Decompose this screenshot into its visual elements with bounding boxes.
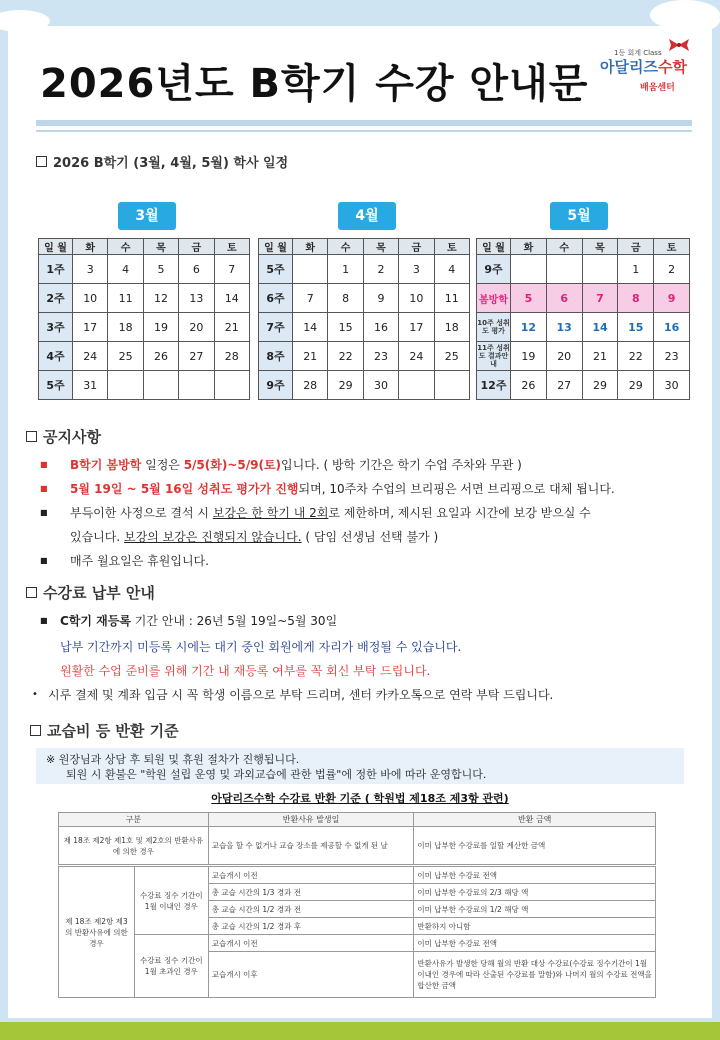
- calendar-day: [179, 371, 214, 400]
- calendar-week-label: 3주: [39, 313, 73, 342]
- calendar-week-row: [39, 313, 250, 342]
- table-cell: 이미 납부한 수강료의 1/2 해당 액: [414, 901, 656, 918]
- calendar-day: 23: [363, 342, 398, 371]
- calendar-week-label: 10주 성취도 평가: [477, 313, 511, 342]
- notice-list: ■ B학기 봄방학 일정은 5/5(화)~5/9(토)입니다. ( 방학 기간은 학기 수업 주차와 무관 ) ■ 5월 19일 ~ 5월 16일 성취도 평가가 진행되며, 10주차 수업의 브리핑은 서면 브리핑으로 대체 됩니다. ■ 부득이한 사정으로 결석 시 보강은 한 학기 내 2회로 제한하며, 제시된 요일과 시간에 보강 받으실 수 있습니다. 보강의 보강은 진행되지 않습니다. ( 담임 선생님 선택 불가 ) ■ 매주 월요일은 휴원입니다.: [40, 458, 615, 568]
- table-cell: 이미 납부한 수강료 전액: [414, 867, 656, 884]
- calendar-day: [399, 371, 434, 400]
- calendar-day: 9: [363, 284, 398, 313]
- calendar-week-label: 11주 성취도 결과안내: [477, 342, 511, 371]
- table-cell: 이미 납부한 수강료의 2/3 해당 액: [414, 884, 656, 901]
- calendar-header-cell: 목: [143, 239, 178, 255]
- refund-table: [58, 812, 656, 865]
- calendar-week-row: [477, 371, 690, 400]
- calendar-week-label: 봄방학: [477, 284, 511, 313]
- table-cell: 제 18조 제2항 제1호 및 제2호의 반환사유에 의한 경우: [59, 827, 209, 865]
- calendar-header-cell: 금: [618, 239, 654, 255]
- table-header: 구분: [59, 813, 209, 827]
- checkbox-bullet-icon: [26, 587, 37, 598]
- calendar-day: 22: [618, 342, 654, 371]
- calendar-day: 21: [214, 313, 249, 342]
- calendar-header-row: [39, 239, 250, 255]
- calendar-day: 20: [546, 342, 582, 371]
- logo-brand: 아달리즈수학: [600, 58, 687, 76]
- calendar-day: 14: [293, 313, 328, 342]
- calendar-day: 14: [582, 313, 618, 342]
- calendar-day: 23: [654, 342, 690, 371]
- calendar-day: 3: [399, 255, 434, 284]
- calendar-week-row: [259, 342, 470, 371]
- calendar-day: 18: [108, 313, 143, 342]
- schedule-heading: 2026 B학기 (3월, 4월, 5월) 학사 일정: [36, 152, 288, 171]
- table-cell: 교습개시 이후: [208, 952, 414, 998]
- calendar-header-cell: 토: [434, 239, 469, 255]
- calendar-day: [293, 255, 328, 284]
- calendar-day: 17: [73, 313, 108, 342]
- calendar-day: 1: [618, 255, 654, 284]
- checkbox-bullet-icon: [36, 156, 47, 167]
- calendar-header-cell: 금: [399, 239, 434, 255]
- calendar-day: 18: [434, 313, 469, 342]
- calendar-day: 10: [73, 284, 108, 313]
- calendar-header-row: [477, 239, 690, 255]
- calendar-day: 11: [108, 284, 143, 313]
- calendar-day: 25: [434, 342, 469, 371]
- calendar-week-row: [259, 284, 470, 313]
- calendar-day: [108, 371, 143, 400]
- calendar-day: 16: [654, 313, 690, 342]
- calendar-day: 20: [179, 313, 214, 342]
- calendar-week-label: 8주: [259, 342, 293, 371]
- calendar-day: 14: [214, 284, 249, 313]
- table-cell: 교습을 할 수 없거나 교습 장소를 제공할 수 없게 된 날: [208, 827, 414, 865]
- calendar-header-cell: 토: [214, 239, 249, 255]
- calendar-week-label: 6주: [259, 284, 293, 313]
- table-cell: 교습개시 이전: [208, 935, 414, 952]
- payment-request: 원활한 수업 준비를 위해 기간 내 재등록 여부를 꼭 회신 부탁 드립니다.: [60, 664, 431, 678]
- calendar-week-label: 4주: [39, 342, 73, 371]
- refund-note-line: 퇴원 시 환불은 "학원 설립 운영 및 과외교습에 관한 법률"에 정한 바에 따라 운영합니다.: [66, 768, 487, 781]
- table-cell: 총 교습 시간의 1/2 경과 후: [208, 918, 414, 935]
- calendar-day: 6: [179, 255, 214, 284]
- calendar-day: 3: [73, 255, 108, 284]
- calendar-day: 4: [108, 255, 143, 284]
- calendar-header-cell: 화: [73, 239, 108, 255]
- calendar-header-cell: 수: [328, 239, 363, 255]
- calendar-header-cell: 화: [293, 239, 328, 255]
- calendar-april: [258, 238, 470, 400]
- title-divider: [36, 120, 692, 126]
- month-badge-march: 3월: [118, 202, 176, 230]
- calendar-day: 10: [399, 284, 434, 313]
- calendar-week-row: [39, 342, 250, 371]
- calendar-week-row: [477, 284, 690, 313]
- month-badge-april: 4월: [338, 202, 396, 230]
- calendar-header-cell: 목: [363, 239, 398, 255]
- table-cell: 반환사유가 발생한 당해 월의 반환 대상 수강료(수강료 징수기간이 1월 이내인 경우에 따라 산출된 수강료를 말함)와 나머지 월의 수강료 전액을 합산한 금액: [414, 952, 656, 998]
- calendar-day: 22: [328, 342, 363, 371]
- calendar-day: 19: [511, 342, 547, 371]
- calendar-week-label: 5주: [259, 255, 293, 284]
- checkbox-bullet-icon: [30, 725, 41, 736]
- calendar-header-cell: 금: [179, 239, 214, 255]
- calendar-day: 7: [214, 255, 249, 284]
- calendar-header-cell: 화: [511, 239, 547, 255]
- refund-heading: 교습비 등 반환 기준: [30, 720, 179, 741]
- calendar-day: [434, 371, 469, 400]
- payment-list: ■ C학기 재등록 기간 안내 : 26년 5월 19일~5월 30일 납부 기간까지 미등록 시에는 대기 중인 회원에게 자리가 배정될 수 있습니다. 원활한 수업 준비를 위해 기간 내 재등록 여부를 꼭 회신 부탁 드립니다. • 시루 결제 및 계좌 입금 시 꼭 학생 이름으로 부탁 드리며, 센터 카카오톡으로 연락 부탁 드립니다.: [32, 614, 554, 702]
- calendar-header-cell: 목: [582, 239, 618, 255]
- calendar-header-cell: 토: [654, 239, 690, 255]
- calendar-week-label: 7주: [259, 313, 293, 342]
- payment-period: C학기 재등록 기간 안내 : 26년 5월 19일~5월 30일: [60, 614, 338, 628]
- calendar-header-cell: 일 월: [259, 239, 293, 255]
- calendar-day: 2: [654, 255, 690, 284]
- calendar-day: 24: [399, 342, 434, 371]
- title-divider-thin: [36, 130, 692, 132]
- calendar-day: 5: [143, 255, 178, 284]
- calendar-week-row: [477, 255, 690, 284]
- calendar-day: 12: [143, 284, 178, 313]
- calendar-week-label: 1주: [39, 255, 73, 284]
- calendar-may: [476, 238, 690, 400]
- calendar-day: 17: [399, 313, 434, 342]
- calendar-week-label: 5주: [39, 371, 73, 400]
- calendar-header-cell: 수: [108, 239, 143, 255]
- calendar-header-row: [259, 239, 470, 255]
- payment-warning: 납부 기간까지 미등록 시에는 대기 중인 회원에게 자리가 배정될 수 있습니다.: [60, 640, 462, 654]
- calendar-week-row: [259, 371, 470, 400]
- calendar-week-label: 9주: [477, 255, 511, 284]
- calendar-week-label: 12주: [477, 371, 511, 400]
- calendar-day: 31: [73, 371, 108, 400]
- calendar-header-cell: 일 월: [39, 239, 73, 255]
- table-header: 반환사유 발생일: [208, 813, 414, 827]
- calendar-week-label: 9주: [259, 371, 293, 400]
- calendar-day: 6: [546, 284, 582, 313]
- refund-note: [36, 748, 684, 784]
- calendar-week-row: [39, 284, 250, 313]
- calendar-day: 28: [293, 371, 328, 400]
- calendar-day: [582, 255, 618, 284]
- table-cell: 수강료 징수 기간이 1월 초과인 경우: [134, 935, 208, 998]
- table-cell: 총 교습 시간의 1/3 경과 전: [208, 884, 414, 901]
- calendar-day: 26: [143, 342, 178, 371]
- calendar-day: [511, 255, 547, 284]
- calendar-header-cell: 일 월: [477, 239, 511, 255]
- table-cell: 이미 납부한 수강료를 일할 계산한 금액: [414, 827, 656, 865]
- calendar-day: 21: [293, 342, 328, 371]
- calendar-day: [143, 371, 178, 400]
- notice-heading: 공지사항: [26, 426, 101, 447]
- calendar-day: 5: [511, 284, 547, 313]
- table-cell: 총 교습 시간의 1/2 경과 전: [208, 901, 414, 918]
- logo: [590, 38, 700, 120]
- calendar-week-row: [477, 342, 690, 371]
- refund-table-title: 아담리즈수학 수강료 반환 기준 ( 학원법 제18조 제3항 관련): [211, 792, 509, 805]
- table-row: [59, 827, 656, 865]
- calendar-week-row: [259, 313, 470, 342]
- table-cell: 이미 납부한 수강료 전액: [414, 935, 656, 952]
- month-badge-may: 5월: [550, 202, 608, 230]
- calendar-day: 7: [582, 284, 618, 313]
- calendar-day: 4: [434, 255, 469, 284]
- calendar-day: 13: [179, 284, 214, 313]
- calendar-day: 29: [618, 371, 654, 400]
- table-cell: 교습개시 이전: [208, 867, 414, 884]
- calendar-march: [38, 238, 250, 400]
- table-row: [59, 935, 656, 952]
- table-header-row: [59, 813, 656, 827]
- calendar-header-cell: 수: [546, 239, 582, 255]
- calendar-day: 27: [179, 342, 214, 371]
- calendar-day: 26: [511, 371, 547, 400]
- calendar-day: [546, 255, 582, 284]
- logo-tagline: 1등 회계 Class: [614, 49, 662, 57]
- calendar-day: 9: [654, 284, 690, 313]
- calendar-day: 16: [363, 313, 398, 342]
- calendar-day: 29: [328, 371, 363, 400]
- checkbox-bullet-icon: [26, 431, 37, 442]
- calendar-day: 15: [328, 313, 363, 342]
- calendar-day: 1: [328, 255, 363, 284]
- table-cell: 반환하지 아니함: [414, 918, 656, 935]
- bottom-strip: [0, 1018, 720, 1040]
- refund-note-line: ※ 원장님과 상담 후 퇴원 및 휴원 절차가 진행됩니다.: [46, 753, 300, 766]
- table-cell: 제 18조 제2항 제3의 반환사유에 의한 경우: [59, 867, 135, 998]
- calendar-day: 25: [108, 342, 143, 371]
- calendar-day: [214, 371, 249, 400]
- calendar-day: 12: [511, 313, 547, 342]
- refund-table-detail: [58, 866, 656, 998]
- calendar-day: 11: [434, 284, 469, 313]
- calendar-day: 7: [293, 284, 328, 313]
- calendar-week-row: [39, 255, 250, 284]
- calendar-day: 28: [214, 342, 249, 371]
- calendar-week-label: 2주: [39, 284, 73, 313]
- calendar-week-row: [39, 371, 250, 400]
- table-row: [59, 867, 656, 884]
- ribbon-icon: [668, 38, 690, 52]
- calendar-day: 8: [328, 284, 363, 313]
- calendar-day: 2: [363, 255, 398, 284]
- page-title: 2026년도 B학기 수강 안내문: [40, 61, 589, 107]
- table-header: 반환 금액: [414, 813, 656, 827]
- payment-heading: 수강료 납부 안내: [26, 582, 155, 603]
- calendar-day: 30: [654, 371, 690, 400]
- logo-center: 배움센터: [640, 83, 675, 93]
- calendar-day: 13: [546, 313, 582, 342]
- calendar-week-row: [259, 255, 470, 284]
- calendar-day: 15: [618, 313, 654, 342]
- calendar-day: 19: [143, 313, 178, 342]
- calendar-day: 27: [546, 371, 582, 400]
- calendar-day: 8: [618, 284, 654, 313]
- calendar-day: 21: [582, 342, 618, 371]
- payment-instruction: 시루 결제 및 계좌 입금 시 꼭 학생 이름으로 부탁 드리며, 센터 카카오톡으로 연락 부탁 드립니다.: [48, 688, 554, 702]
- calendar-day: 24: [73, 342, 108, 371]
- calendar-week-row: [477, 313, 690, 342]
- calendar-day: 30: [363, 371, 398, 400]
- table-cell: 수강료 징수 기간이 1월 이내인 경우: [134, 867, 208, 935]
- calendar-day: 29: [582, 371, 618, 400]
